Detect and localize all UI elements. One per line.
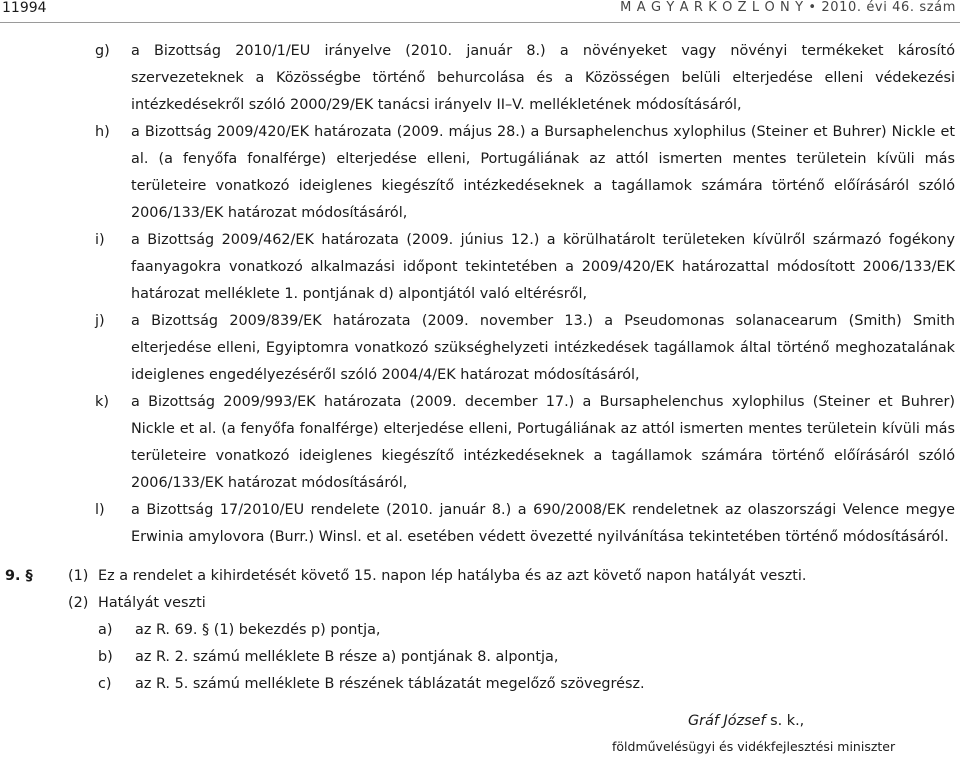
journal-title: M A G Y A R K Ö Z L Ö N Y (620, 0, 804, 15)
paragraph (0, 563, 960, 590)
signatory-title: földművelésügyi és vidékfejlesztési miniszter (612, 739, 896, 754)
section-9 (0, 563, 960, 698)
paragraph-label: (1) (68, 568, 89, 584)
sub-item-label: a) (98, 622, 113, 638)
signatory-name: Gráf József (688, 713, 766, 729)
page-number: 11994 (2, 0, 47, 16)
sub-item-label: b) (98, 649, 113, 665)
paragraph-text: Hatályát veszti (98, 595, 206, 611)
paragraph-label: (2) (68, 595, 89, 611)
section-number: 9. § (5, 568, 33, 584)
item-text: a Bizottság 2009/462/EK határozata (2009. június 12.) a körülhatárolt területeken kívülről származó fogékony faanyagokra vonatkozó alkalmazási időpont tekintetében a 2009/420/EK határozattal módosított 2006/133/EK határozat melléklete 1. pontjának d) alpontjától való eltérésről, (131, 232, 955, 302)
list-item (0, 227, 960, 308)
item-text: a Bizottság 2009/839/EK határozata (2009. november 13.) a Pseudomonas solanacearum (Smith) Smith elterjedése elleni, Egyiptomra vonatkozó szükséghelyzeti intézkedések tagállamok által történő meghozatalának ideiglenes engedélyezéséről szóló 2004/4/EK határozat módosításáról, (131, 313, 955, 383)
sub-item-label: c) (98, 676, 112, 692)
sub-item (0, 617, 960, 644)
item-label: g) (95, 43, 110, 59)
item-text: a Bizottság 2009/420/EK határozata (2009. május 28.) a Bursaphelenchus xylophilus (Steiner et Buhrer) Nickle et al. (a fenyőfa fonalférge) elterjedése elleni, Portugáliának az attól ismerten mentes területein kívüli más területeire vonatkozó ideiglenes kiegészítő intézkedéseknek a tagállamok számára történő előírásáról szóló 2006/133/EK határozat módosításáról, (131, 124, 955, 221)
issue-number: 2010. évi 46. szám (821, 0, 956, 15)
list-item (0, 119, 960, 227)
list-item (0, 38, 960, 119)
item-label: h) (95, 124, 110, 140)
page-header (0, 0, 960, 22)
item-label: k) (95, 394, 109, 410)
sub-item (0, 671, 960, 698)
sub-item-text: az R. 5. számú melléklete B részének táblázatát megelőző szövegrész. (135, 676, 645, 692)
sub-item-text: az R. 69. § (1) bekezdés p) pontja, (135, 622, 381, 638)
document-body (0, 38, 960, 698)
item-label: j) (95, 313, 105, 329)
paragraph (0, 590, 960, 617)
header-divider (0, 22, 960, 23)
sub-item (0, 644, 960, 671)
list-item (0, 389, 960, 497)
paragraph-text: Ez a rendelet a kihirdetését követő 15. napon lép hatályba és az azt követő napon hatályát veszti. (98, 568, 807, 584)
item-text: a Bizottság 2009/993/EK határozata (2009. december 17.) a Bursaphelenchus xylophilus (Steiner et Buhrer) Nickle et al. (a fenyőfa fonalférge) elterjedése elleni, Portugáliának az attól ismerten mentes területein kívüli más területeire vonatkozó ideiglenes kiegészítő intézkedéseknek a tagállamok számára történő előírásáról szóló 2006/133/EK határozat módosításáról, (131, 394, 955, 491)
signatory (688, 713, 804, 729)
list-item (0, 497, 960, 551)
item-text: a Bizottság 17/2010/EU rendelete (2010. január 8.) a 690/2008/EK rendeletnek az olaszországi Velence megye Erwinia amylovora (Burr.) Winsl. et al. esetében védett övezetté nyilvánítása tekintetében történő módosításáról. (131, 502, 955, 545)
item-label: l) (95, 502, 105, 518)
list-item (0, 308, 960, 389)
sub-item-text: az R. 2. számú melléklete B része a) pontjának 8. alpontja, (135, 649, 559, 665)
item-label: i) (95, 232, 105, 248)
signatory-suffix: s. k., (765, 713, 805, 729)
item-text: a Bizottság 2010/1/EU irányelve (2010. január 8.) a növényeket vagy növényi termékeket károsító szervezeteknek a Közösségbe történő behurcolása és a Közösségen belüli elterjedése elleni védekezési intézkedésekről szóló 2000/29/EK tanácsi irányelv II–V. mellékletének módosításáról, (131, 43, 955, 113)
journal-header (620, 0, 956, 15)
bullet-separator: • (808, 0, 817, 15)
